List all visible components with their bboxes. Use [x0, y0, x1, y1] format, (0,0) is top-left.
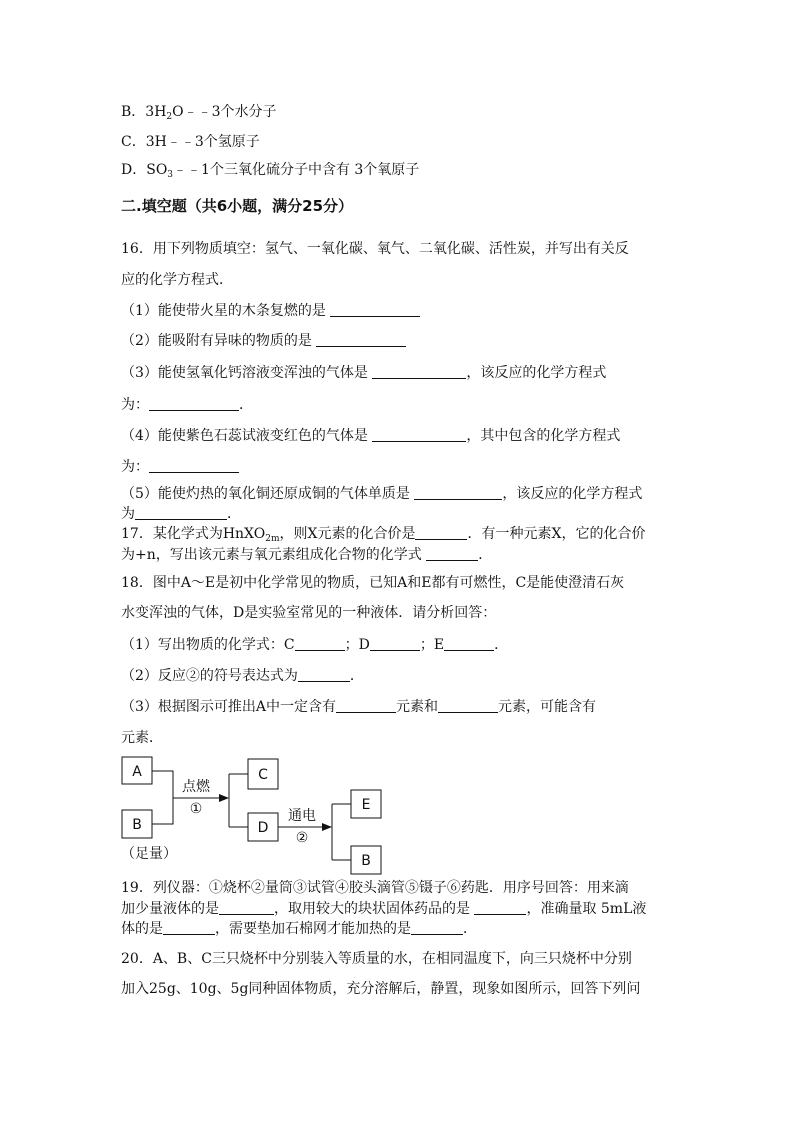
q16-part1: （1）能使带火星的木条复燃的是: [121, 302, 420, 320]
answer-blank[interactable]: [316, 332, 406, 347]
answer-blank[interactable]: [219, 900, 274, 915]
answer-blank[interactable]: [415, 525, 467, 540]
q16-part3: （3）能使氢氧化钙溶液变浑浊的气体是 ，该反应的化学方程式: [121, 365, 607, 381]
q16-stem-line1: 16．用下列物质填空：氢气、一氧化碳、氧气、二氧化碳、活性炭，并写出有关反: [121, 241, 629, 257]
box-c-label: C: [258, 767, 268, 783]
box-b-label: B: [132, 817, 142, 833]
answer-blank[interactable]: [336, 698, 396, 713]
q17-line2: 为+n，写出该元素与氧元素组成化合物的化学式 ．: [121, 547, 493, 563]
arrowhead-icon: [322, 823, 332, 831]
section-title: 二.填空题（共6小题，满分25分）: [121, 197, 354, 215]
answer-blank[interactable]: [163, 920, 215, 935]
answer-blank[interactable]: [438, 698, 498, 713]
label-electric: 通电: [288, 808, 316, 824]
q18-part2: （2）反应②的符号表达式为 ．: [121, 668, 364, 684]
q18-stem-line1: 18．图中A～E是初中化学常见的物质，已知A和E都有可燃性，C是能使澄清石灰: [121, 575, 625, 591]
option-d: D．$SO_3﹣﹣1$个三氧化硫分子中含有 3个氧原子: [121, 162, 420, 180]
arrowhead-icon: [219, 794, 229, 802]
bracket-ab: [152, 771, 173, 824]
q18-stem-line2: 水变浑浊的气体，D是实验室常见的一种液体．请分析回答：: [121, 605, 497, 621]
box-e-label: E: [361, 797, 371, 813]
label-step1: ①: [189, 801, 203, 817]
q16-part5: （5）能使灼热的氧化铜还原成铜的气体单质是 ，该反应的化学方程式: [121, 486, 643, 502]
answer-blank[interactable]: [330, 302, 420, 317]
answer-blank[interactable]: [370, 636, 420, 651]
answer-blank[interactable]: [426, 546, 478, 561]
answer-blank[interactable]: [372, 427, 466, 442]
box-d-label: D: [257, 820, 269, 836]
reaction-diagram: [121, 756, 391, 876]
label-ignite: 点燃: [182, 779, 210, 795]
q16-part4-cont: 为：: [121, 458, 239, 476]
answer-blank[interactable]: [298, 667, 350, 682]
answer-blank[interactable]: [474, 900, 526, 915]
box-a-label: A: [132, 764, 142, 780]
answer-blank[interactable]: [414, 485, 502, 500]
q18-part1: （1）写出物质的化学式：C ；D ；E ．: [121, 637, 509, 653]
answer-blank[interactable]: [149, 458, 239, 473]
option-b: B．$3H_2O﹣﹣3$个水分子: [121, 104, 277, 122]
q20-line1: 20．A、B、C三只烧杯中分别装入等质量的水，在相同温度下，向三只烧杯中分别: [121, 951, 632, 967]
option-c: C．3H﹣﹣3个氢原子: [121, 134, 260, 150]
answer-blank[interactable]: [135, 505, 227, 520]
q19-line1: 19．列仪器：①烧杯②量筒③试管④胶头滴管⑤镊子⑥药匙．用序号回答：用来滴: [121, 880, 629, 896]
q16-part5-cont: 为 ．: [121, 506, 241, 522]
box-b2-label: B: [361, 853, 371, 869]
q20-line2: 加入25g、10g、5g同种固体物质，充分溶解后，静置，现象如图所示，回答下列问: [121, 981, 641, 997]
q16-part2: （2）能吸附有异味的物质的是: [121, 332, 406, 350]
q16-part4: （4）能使紫色石蕊试液变红色的气体是 ，其中包含的化学方程式: [121, 428, 621, 444]
q17-line1: 17．某化学式为HnXO$_{2m}$，则X元素的化合价是 ．有一种元素X，它的化合价: [121, 526, 646, 544]
q16-part3-cont: 为： ．: [121, 397, 253, 413]
q19-line2: 加少量液体的是 ，取用较大的块状固体药品的是 ，准确量取 5mL液: [121, 901, 647, 917]
label-excess: （足量）: [121, 846, 177, 862]
answer-blank[interactable]: [149, 396, 239, 411]
q16-stem-line2: 应的化学方程式．: [121, 272, 233, 288]
answer-blank[interactable]: [295, 636, 345, 651]
q18-part3: （3）根据图示可推出A中一定含有 元素和 元素，可能含有: [121, 699, 597, 715]
answer-blank[interactable]: [444, 636, 494, 651]
answer-blank[interactable]: [411, 920, 463, 935]
q18-part3-cont: 元素．: [121, 730, 163, 746]
q19-line3: 体的是 ，需要垫加石棉网才能加热的是 ．: [121, 921, 477, 937]
answer-blank[interactable]: [372, 364, 466, 379]
label-step2: ②: [295, 830, 309, 846]
